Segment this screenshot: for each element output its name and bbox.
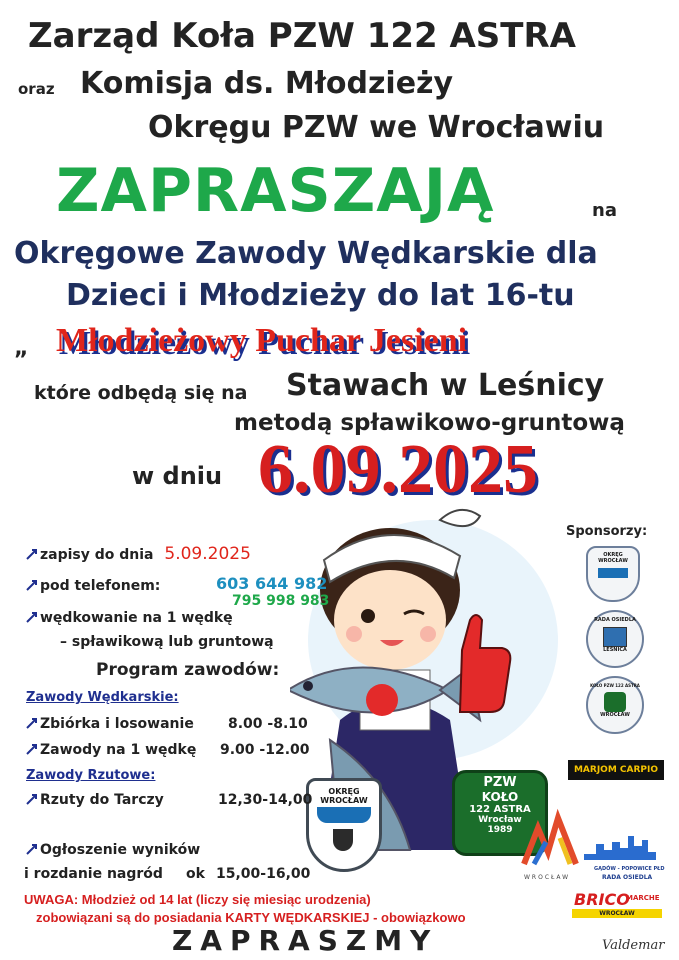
program-title: Program zawodów:	[96, 660, 280, 680]
schedule-row-2	[26, 742, 196, 758]
kolo-line-year: 1989	[487, 825, 513, 835]
phone-row	[26, 578, 160, 594]
district-title: Okręgu PZW we Wrocławiu	[148, 110, 605, 145]
arrow-bullet-icon	[26, 743, 38, 755]
location-name: Stawach w Leśnicy	[286, 368, 605, 403]
quote-mark: „	[14, 336, 29, 361]
na-word: na	[592, 200, 617, 221]
invite-heading: ZAPRASZAJĄ	[56, 156, 495, 226]
kolo-line-astra: 122 ASTRA	[469, 804, 531, 815]
schedule-row-1	[26, 716, 194, 732]
arrow-bullet-icon	[26, 548, 38, 560]
phone-label: pod telefonem:	[40, 578, 161, 594]
sponsor-okreg-text: OKRĘG WROCŁAW	[598, 552, 628, 564]
commission-title: Komisja ds. Młodzieży	[80, 66, 454, 101]
brico-city-bar: WROCŁAW	[572, 909, 662, 918]
sponsors-title: Sponsorzy:	[566, 524, 648, 539]
sponsor-kolo-bottom: WROCŁAW	[600, 712, 630, 718]
cup-name: Młodzieżowy Puchar Jesieni	[56, 322, 468, 359]
organizer-title: Zarząd Koła PZW 122 ASTRA	[28, 16, 576, 56]
signup-row	[26, 544, 251, 564]
rod-rule-line2: – spławikową lub gruntową	[60, 634, 274, 650]
eagle-icon	[333, 829, 353, 851]
arrow-bullet-icon	[26, 717, 38, 729]
kolo-line-pzw: PZW	[483, 775, 517, 790]
sponsor-kolo-badge	[586, 676, 644, 734]
signup-label: zapisy do dnia	[40, 547, 154, 563]
schedule-label-2: Zawody na 1 wędkę	[40, 742, 197, 758]
event-date: 6.09.2025	[258, 431, 538, 508]
rada-gadow-line2: RADA OSIEDLA	[602, 874, 653, 881]
section-casting: Zawody Rzutowe:	[26, 768, 156, 783]
shield-wave-icon	[317, 807, 371, 823]
event-title-line1: Okręgowe Zawody Wędkarskie dla	[14, 236, 598, 271]
signup-date: 5.09.2025	[164, 544, 251, 564]
arrow-bullet-icon	[26, 843, 38, 855]
closing-invite: ZAPRASZMY	[172, 924, 439, 957]
sponsor-kolo-top: KOŁO PZW 122 ASTRA	[590, 683, 640, 688]
arrow-bullet-icon	[26, 611, 38, 623]
okreg-shield-text: OKRĘG WROCŁAW	[320, 787, 368, 805]
artist-signature: Valdemar	[602, 938, 665, 953]
arrow-bullet-icon	[26, 579, 38, 591]
phone-number-1: 603 644 982	[216, 574, 328, 593]
event-title-line2: Dzieci i Młodzieży do lat 16-tu	[66, 278, 575, 313]
phone-number-2: 795 998 983	[232, 593, 330, 609]
schedule-time-1: 8.00 -8.10	[228, 716, 308, 732]
sponsor-carp-banner: MARJOM CARPIO	[568, 760, 664, 780]
fishing-method: metodą spławikowo-gruntową	[234, 410, 625, 436]
coat-of-arms-icon	[603, 627, 627, 647]
wroclaw-small-text: WROCŁAW	[524, 874, 571, 881]
sponsor-okreg-badge	[586, 546, 640, 602]
location-prefix: które odbędą się na	[34, 382, 248, 404]
results-line1: Ogłoszenie wyników	[40, 842, 201, 858]
kolo-line-kolo: KOŁO	[481, 790, 519, 804]
rada-gadow-line1: GĄDÓW - POPOWICE PŁD	[594, 866, 665, 872]
kolo-line-city: Wrocław	[478, 815, 522, 825]
sponsor-rada-lesnica-badge	[586, 610, 644, 668]
section-fishing: Zawody Wędkarskie:	[26, 690, 179, 705]
schedule-time-2: 9.00 -12.00	[220, 742, 310, 758]
schedule-time-3: 12,30-14,00	[218, 792, 313, 808]
kolo-logo-icon	[604, 692, 626, 712]
schedule-label-1: Zbiórka i losowanie	[40, 716, 194, 732]
arrow-bullet-icon	[26, 793, 38, 805]
rod-rule-line1: wędkowanie na 1 wędkę	[40, 610, 233, 626]
shield-wave-icon	[598, 568, 628, 578]
results-line2: i rozdanie nagród	[24, 866, 163, 882]
brico-brand: BRICO	[574, 890, 630, 909]
notice-line1: UWAGA: Młodzież od 14 lat (liczy się miesiąc urodzenia)	[24, 892, 371, 907]
sponsor-rada-bottom: LEŚNICA	[603, 647, 627, 653]
results-time-prefix: ok	[186, 866, 205, 882]
results-row	[26, 842, 200, 858]
date-prefix: w dniu	[132, 462, 223, 490]
results-time: 15,00-16,00	[216, 866, 311, 882]
schedule-label-3: Rzuty do Tarczy	[40, 792, 164, 808]
notice-line2: zobowiązani są do posiadania KARTY WĘDKARSKIEJ - obowiązkowo	[36, 910, 466, 925]
schedule-row-3	[26, 792, 164, 808]
sponsor-wroclaw-logo	[520, 808, 580, 872]
okreg-shield-emblem	[306, 778, 382, 872]
brico-sub: MARCHE	[626, 894, 660, 902]
sponsor-rada-top: RADA OSIEDLA	[594, 617, 636, 623]
oraz-word: oraz	[18, 80, 55, 98]
skyline-icon	[584, 832, 656, 862]
rod-rule-row	[26, 610, 233, 626]
